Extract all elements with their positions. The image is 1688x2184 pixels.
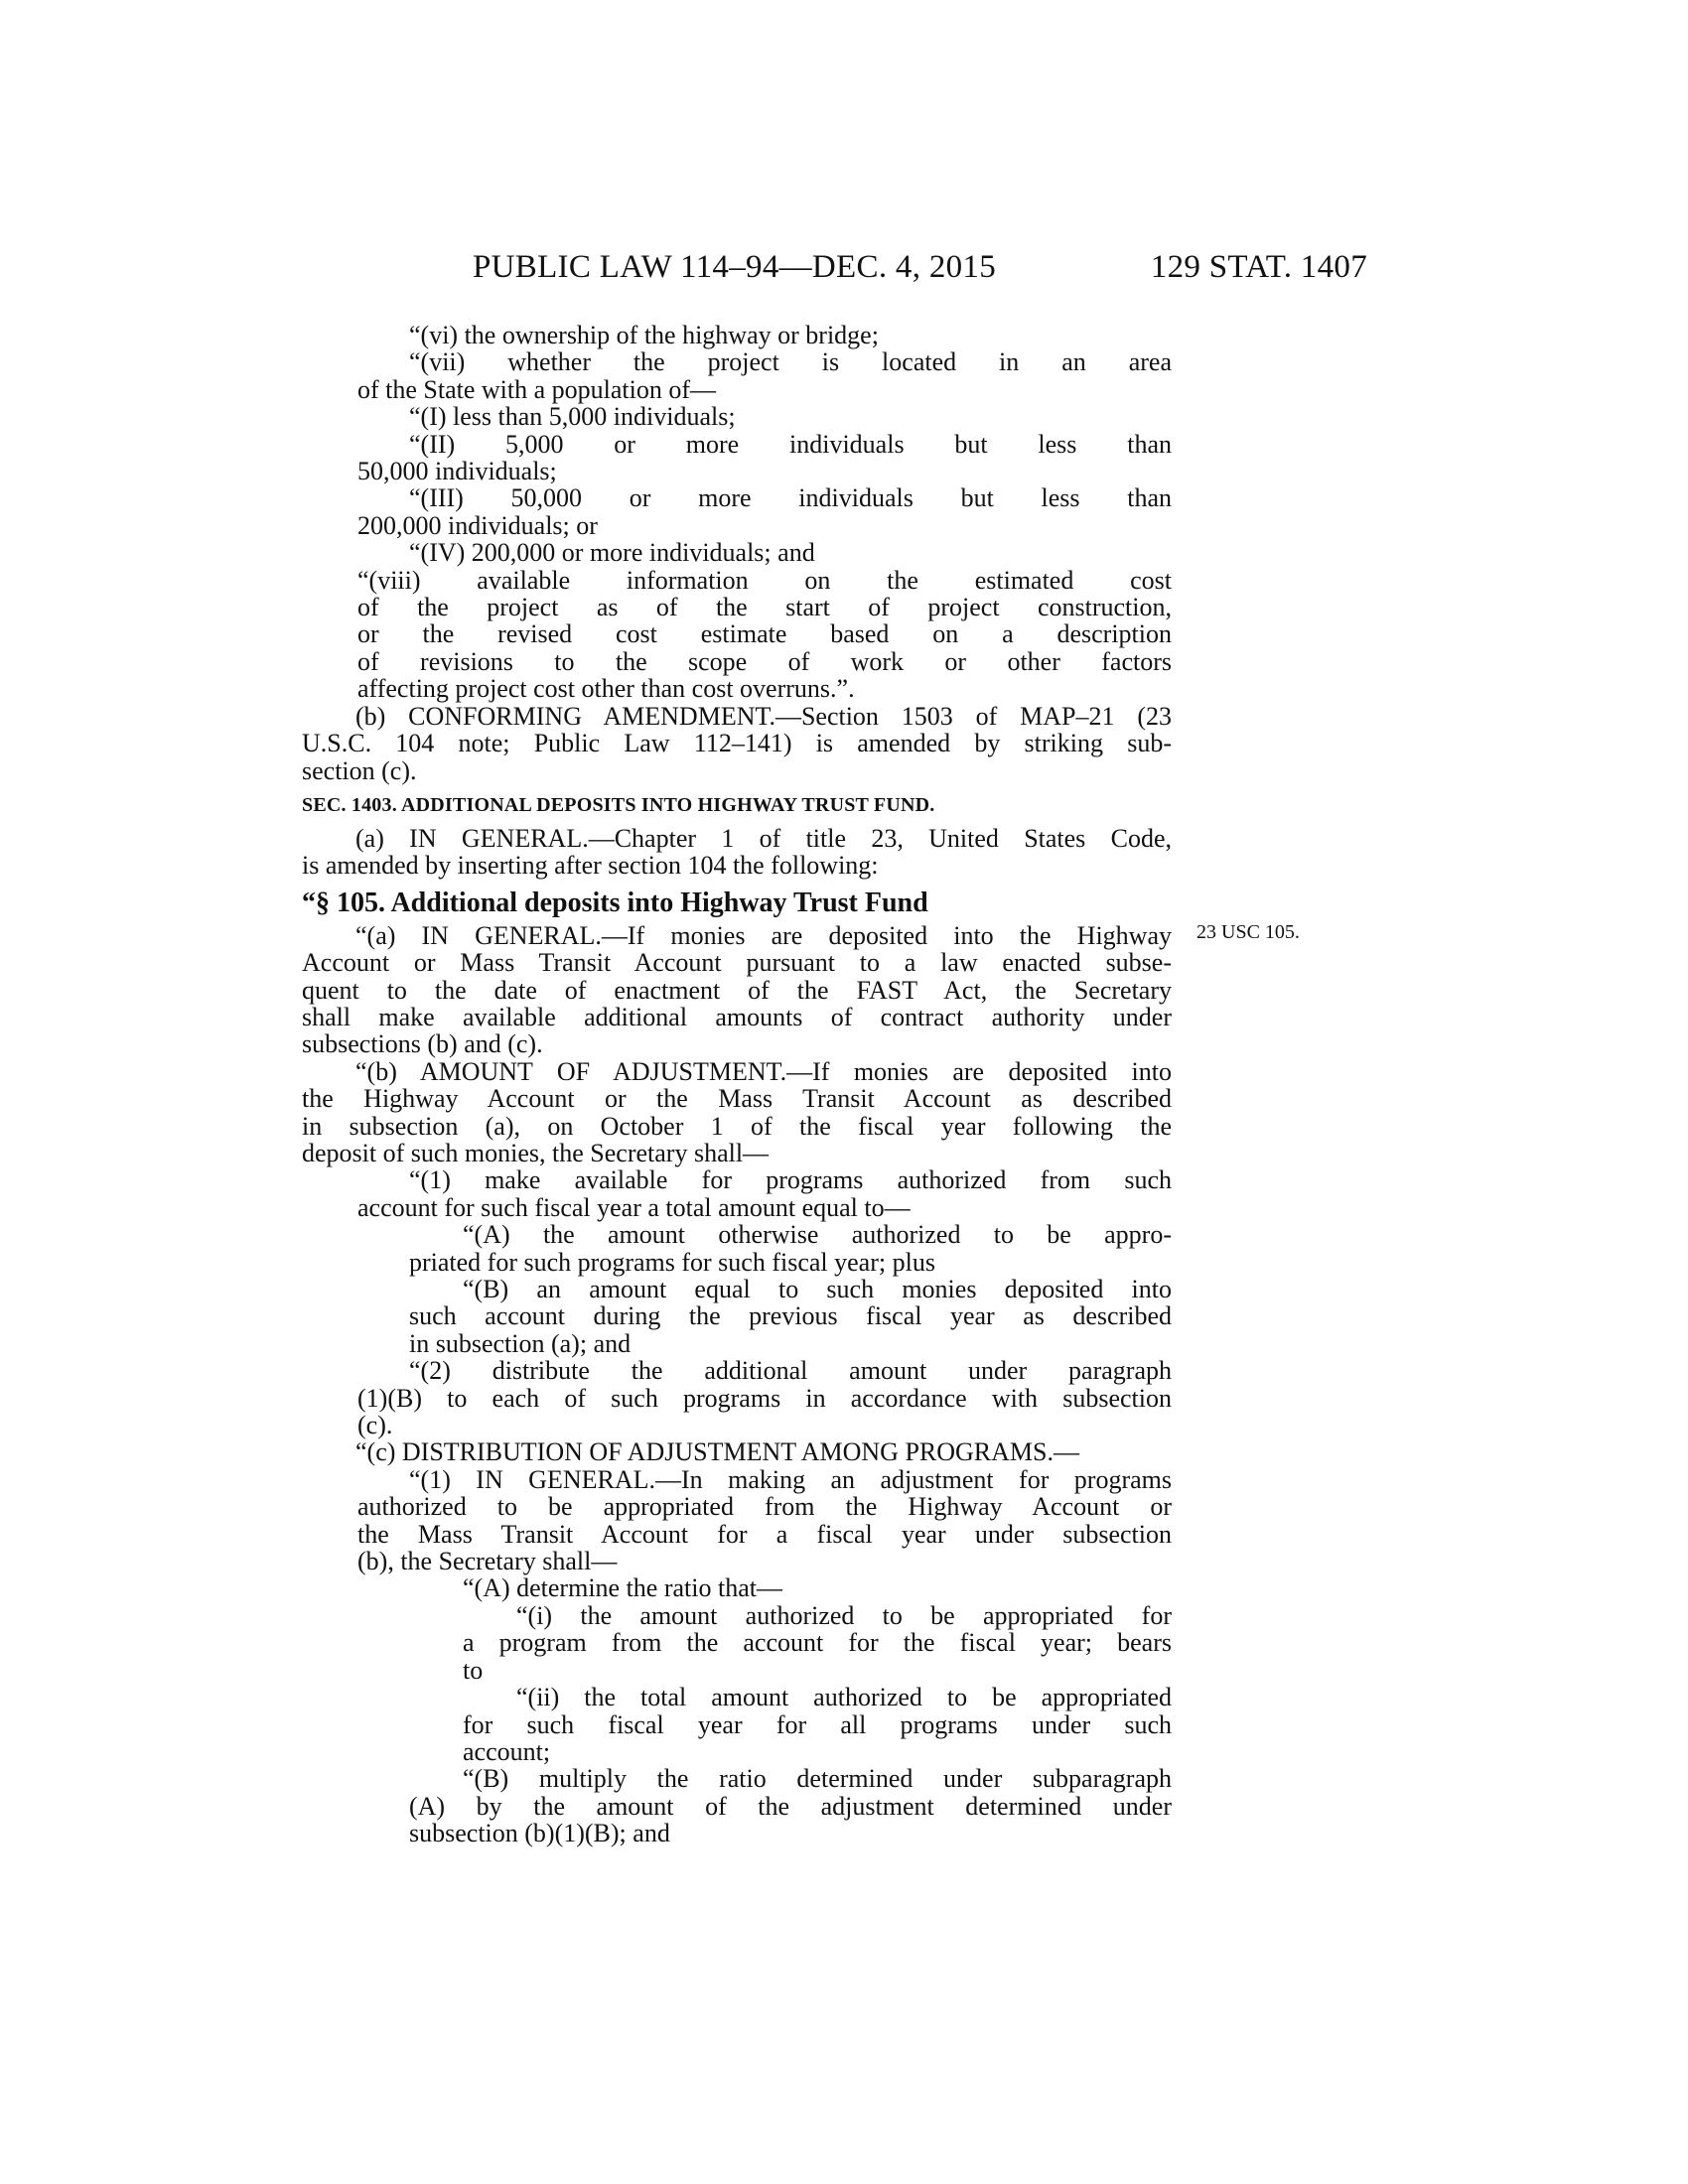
text-line: (1)(B) to each of such programs in accordance with subsection (357, 1383, 1172, 1413)
text-line: Account or Mass Transit Account pursuant to a law enacted subse- (302, 948, 1172, 978)
text-line: “(1) IN GENERAL.—In making an adjustment for programs (409, 1464, 1172, 1494)
text-line: to (463, 1655, 484, 1685)
text-line: “(vii) whether the project is located in an area (409, 347, 1172, 377)
text-line: “(b) AMOUNT OF ADJUSTMENT.—If monies are deposited into (355, 1056, 1172, 1086)
text-line: (b) CONFORMING AMENDMENT.—Section 1503 of MAP–21 (23 (355, 701, 1172, 731)
text-line: (b), the Secretary shall— (357, 1547, 618, 1576)
text-line: priated for such programs for such fiscal year; plus (409, 1247, 935, 1277)
text-line: the Highway Account or the Mass Transit Account as described (302, 1084, 1172, 1114)
text-line: “(A) determine the ratio that— (463, 1573, 782, 1603)
text-line: U.S.C. 104 note; Public Law 112–141) is amended by striking sub- (302, 729, 1172, 758)
text-line: (a) IN GENERAL.—Chapter 1 of title 23, United States Code, (355, 823, 1172, 853)
text-line: of the State with a population of— (357, 374, 717, 404)
margin-citation: 23 USC 105. (1196, 921, 1300, 943)
text-line: in subsection (a); and (409, 1328, 632, 1358)
text-line: such account during the previous fiscal year as described (409, 1301, 1172, 1331)
text-line: of revisions to the scope of work or other factors (357, 646, 1172, 676)
text-line: “(viii) available information on the estimated cost (357, 565, 1172, 595)
text-line: “(B) multiply the ratio determined under subparagraph (463, 1764, 1172, 1794)
text-line: 50,000 individuals; (357, 457, 557, 486)
text-line: in subsection (a), on October 1 of the fiscal year following the (302, 1111, 1172, 1141)
text-line: 200,000 individuals; or (357, 510, 598, 540)
text-line: deposit of such monies, the Secretary shall— (302, 1138, 770, 1167)
text-line: “(1) make available for programs authorized from such (409, 1165, 1172, 1195)
text-line: of the project as of the start of project construction, (357, 593, 1172, 622)
statute-page-number: 129 STAT. 1407 (1150, 249, 1367, 285)
text-line: “(II) 5,000 or more individuals but less than (409, 429, 1172, 459)
text-line: affecting project cost other than cost overruns.”. (357, 674, 855, 704)
text-line: “(vi) the ownership of the highway or bridge; (409, 321, 879, 349)
text-line: “(B) an amount equal to such monies deposited into (463, 1275, 1172, 1303)
text-line: subsection (b)(1)(B); and (409, 1819, 670, 1848)
subsection-heading: “§ 105. Additional deposits into Highway Trust Fund (302, 887, 928, 918)
section-heading: SEC. 1403. ADDITIONAL DEPOSITS INTO HIGHWAY TRUST FUND. (302, 793, 935, 816)
text-line: (c). (357, 1411, 393, 1440)
text-line: is amended by inserting after section 104 the following: (302, 851, 879, 881)
text-line: the Mass Transit Account for a fiscal year under subsection (357, 1519, 1172, 1549)
text-line: “(IV) 200,000 or more individuals; and (409, 538, 815, 568)
text-line: “(2) distribute the additional amount under paragraph (409, 1356, 1172, 1386)
text-line: “(a) IN GENERAL.—If monies are deposited into the Highway (355, 920, 1172, 950)
document-body (302, 322, 1172, 1847)
text-line: shall make available additional amounts of contract authority under (302, 1002, 1172, 1031)
page-header (0, 247, 1688, 287)
text-line: “(III) 50,000 or more individuals but less than (409, 483, 1172, 513)
text-line: a program from the account for the fiscal year; bears (463, 1628, 1172, 1658)
text-line: “(c) DISTRIBUTION OF ADJUSTMENT AMONG PROGRAMS.— (355, 1437, 1080, 1467)
text-line: “(i) the amount authorized to be appropriated for (516, 1600, 1172, 1630)
text-line: for such fiscal year for all programs under such (463, 1709, 1172, 1739)
text-line: “(I) less than 5,000 individuals; (409, 402, 736, 432)
text-line: account; (463, 1736, 551, 1766)
text-line: section (c). (302, 755, 417, 785)
text-line: (A) by the amount of the adjustment determined under (409, 1791, 1172, 1821)
text-line: authorized to be appropriated from the Highway Account or (357, 1492, 1172, 1522)
running-title: PUBLIC LAW 114–94—DEC. 4, 2015 (473, 249, 997, 285)
text-line: subsections (b) and (c). (302, 1029, 543, 1059)
text-line: “(ii) the total amount authorized to be appropriated (516, 1683, 1172, 1712)
text-line: account for such fiscal year a total amount equal to— (357, 1192, 911, 1222)
text-line: or the revised cost estimate based on a description (357, 619, 1172, 649)
text-line: “(A) the amount otherwise authorized to be appro- (463, 1220, 1172, 1250)
text-line: quent to the date of enactment of the FAST Act, the Secretary (302, 975, 1172, 1005)
